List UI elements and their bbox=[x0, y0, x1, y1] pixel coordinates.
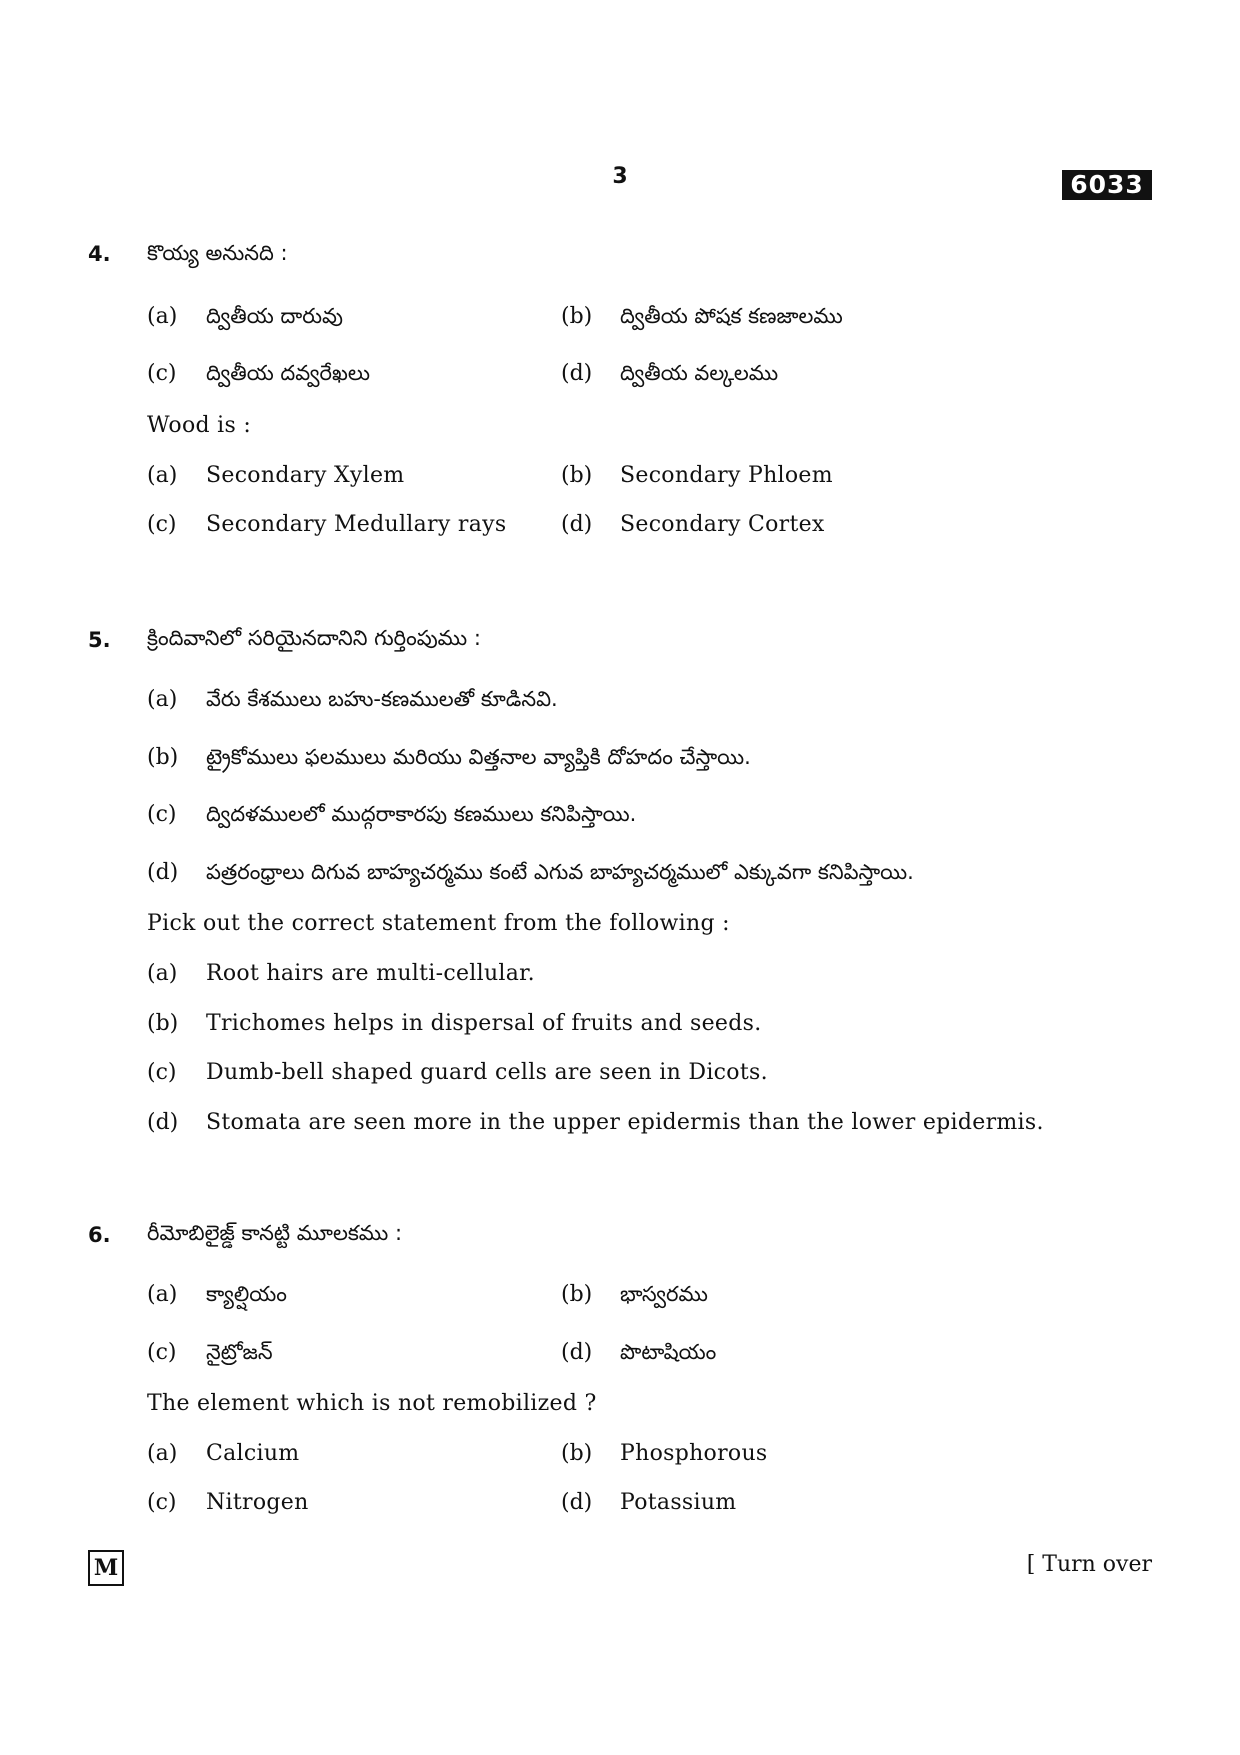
option-text: Phosphorous bbox=[620, 1441, 768, 1466]
option-text: Dumb-bell shaped guard cells are seen in Dicots. bbox=[206, 1060, 768, 1085]
option-label: (b) bbox=[561, 463, 593, 488]
option-text: ద్వితీయ దారువు bbox=[206, 304, 343, 328]
option-label: (d) bbox=[561, 1490, 593, 1515]
option-text: Stomata are seen more in the upper epidermis than the lower epidermis. bbox=[206, 1110, 1044, 1135]
option-text: ట్రైకోములు ఫలములు మరియు విత్తనాల వ్యాప్తికి దోహదం చేస్తాయి. bbox=[206, 745, 751, 769]
option-label: (c) bbox=[147, 1340, 177, 1365]
option-label: (a) bbox=[147, 961, 178, 986]
option-label: (d) bbox=[561, 512, 593, 537]
option-label: (d) bbox=[561, 361, 593, 386]
telugu-stem: రీమోబిలైజ్డ్ కానట్టి మూలకము : bbox=[147, 1221, 403, 1245]
option-text: Calcium bbox=[206, 1441, 300, 1466]
option-label: (a) bbox=[147, 1282, 178, 1307]
option-text: భాస్వరము bbox=[620, 1282, 708, 1306]
option-label: (d) bbox=[561, 1340, 593, 1365]
option-label: (d) bbox=[147, 860, 179, 885]
option-label: (a) bbox=[147, 687, 178, 712]
option-label: (b) bbox=[147, 1011, 179, 1036]
option-label: (c) bbox=[147, 361, 177, 386]
option-label: (a) bbox=[147, 1441, 178, 1466]
option-text: ద్విదళములలో ముద్గరాకారపు కణములు కనిపిస్తాయి. bbox=[206, 802, 637, 826]
option-label: (c) bbox=[147, 1060, 177, 1085]
english-stem: Pick out the correct statement from the following : bbox=[147, 911, 730, 936]
option-label: (d) bbox=[147, 1110, 179, 1135]
option-text: Secondary Medullary rays bbox=[206, 512, 507, 537]
option-label: (c) bbox=[147, 802, 177, 827]
option-label: (b) bbox=[561, 1282, 593, 1307]
telugu-stem: కొయ్య అనునది : bbox=[147, 241, 288, 265]
option-text: ద్వితీయ పోషక కణజాలము bbox=[620, 304, 843, 328]
option-text: Trichomes helps in dispersal of fruits and seeds. bbox=[206, 1011, 762, 1036]
turn-over-note: [ Turn over bbox=[1026, 1552, 1152, 1577]
option-label: (a) bbox=[147, 304, 178, 329]
option-text: పత్రరంధ్రాలు దిగువ బాహ్యచర్మము కంటే ఎగువ బాహ్యచర్మములో ఎక్కువగా కనిపిస్తాయి. bbox=[206, 860, 914, 884]
option-text: Nitrogen bbox=[206, 1490, 309, 1515]
option-text: క్యాల్షియం bbox=[206, 1282, 287, 1306]
option-text: Secondary Phloem bbox=[620, 463, 833, 488]
question-number: 5. bbox=[88, 628, 111, 652]
english-stem: Wood is : bbox=[147, 413, 252, 438]
option-text: పొటాషియం bbox=[620, 1340, 717, 1364]
option-text: Potassium bbox=[620, 1490, 737, 1515]
option-label: (b) bbox=[561, 304, 593, 329]
option-text: Secondary Xylem bbox=[206, 463, 405, 488]
option-label: (b) bbox=[147, 745, 179, 770]
option-label: (b) bbox=[561, 1441, 593, 1466]
option-text: Secondary Cortex bbox=[620, 512, 825, 537]
option-label: (a) bbox=[147, 463, 178, 488]
option-text: ద్వితీయ వల్కలము bbox=[620, 361, 779, 385]
question-number: 4. bbox=[88, 242, 111, 266]
paper-code-badge: 6033 bbox=[1062, 170, 1152, 200]
option-text: Root hairs are multi-cellular. bbox=[206, 961, 535, 986]
option-text: ద్వితీయ దవ్వరేఖలు bbox=[206, 361, 371, 385]
option-label: (c) bbox=[147, 512, 177, 537]
option-text: నైట్రోజన్ bbox=[206, 1340, 273, 1364]
telugu-stem: క్రిందివానిలో సరియైనదానిని గుర్తింపుము : bbox=[147, 626, 481, 650]
page-number: 3 bbox=[612, 164, 628, 189]
option-label: (c) bbox=[147, 1490, 177, 1515]
footer-series-mark: M bbox=[88, 1550, 124, 1586]
question-number: 6. bbox=[88, 1223, 111, 1247]
option-text: వేరు కేశములు బహు-కణములతో కూడినవి. bbox=[206, 687, 558, 711]
english-stem: The element which is not remobilized ? bbox=[147, 1391, 597, 1416]
